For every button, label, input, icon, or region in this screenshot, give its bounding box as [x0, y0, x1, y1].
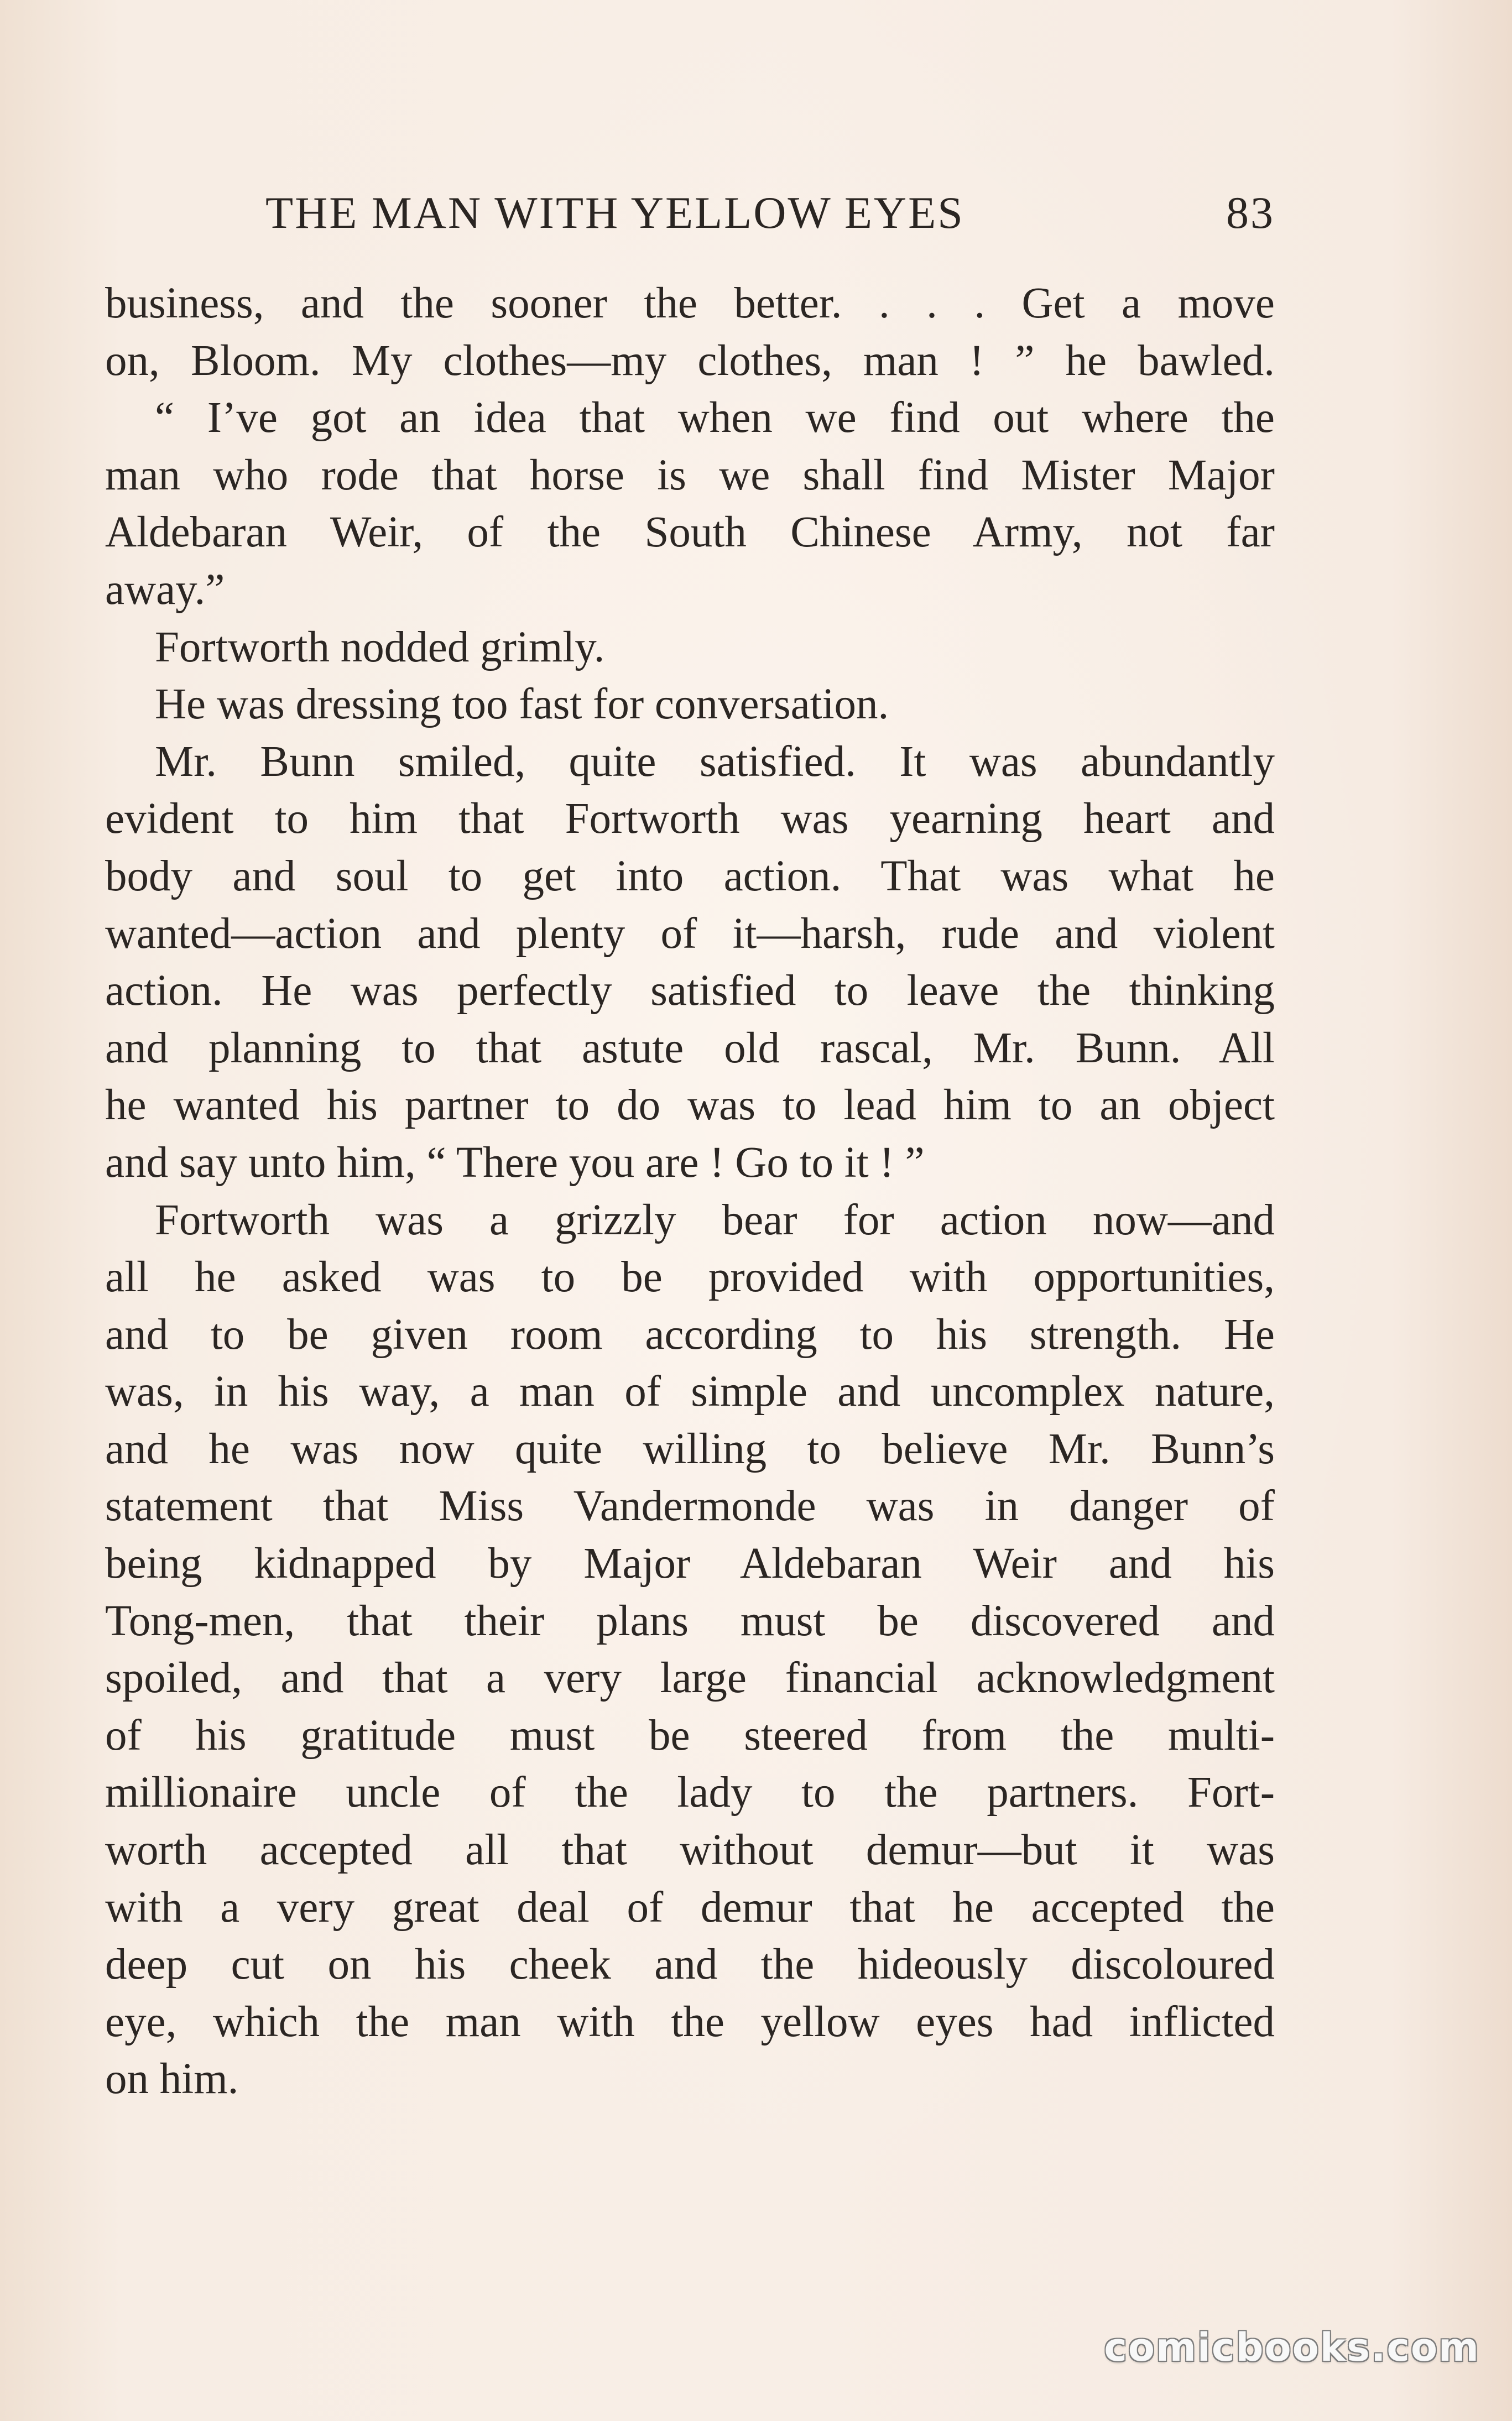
text-line: Mr. Bunn smiled, quite satisfied. It was abundantly — [155, 737, 1275, 786]
text-line: spoiled, and that a very large financial acknowledgment — [105, 1654, 1275, 1703]
text-line: and say unto him, “ There you are ! Go to it ! ” — [105, 1138, 925, 1187]
text-line: with a very great deal of demur that he accepted the — [105, 1883, 1275, 1932]
text-line: business, and the sooner the better. . . . Get a move — [105, 279, 1275, 327]
text-line: action. He was perfectly satisfied to leave the thinking — [105, 967, 1275, 1015]
page-number: 83 — [1226, 187, 1275, 238]
body-text — [105, 275, 1275, 2108]
text-line: was, in his way, a man of simple and uncomplex nature, — [105, 1368, 1275, 1416]
running-head-title: THE MAN WITH YELLOW EYES — [265, 187, 964, 238]
text-line: Aldebaran Weir, of the South Chinese Army, not far — [105, 508, 1275, 557]
text-line: worth accepted all that without demur—but it was — [105, 1826, 1275, 1875]
text-line: all he asked was to be provided with opportunities, — [105, 1253, 1275, 1302]
running-head — [265, 182, 1275, 243]
text-line: on, Bloom. My clothes—my clothes, man ! ” he bawled. — [105, 336, 1275, 385]
text-line: evident to him that Fortworth was yearning heart and — [105, 795, 1275, 843]
text-line: Tong-men, that their plans must be discovered and — [105, 1596, 1275, 1645]
text-line: man who rode that horse is we shall find Mister Major — [105, 451, 1275, 499]
text-line: “ I’ve got an idea that when we find out where the — [155, 394, 1275, 442]
text-line: and to be given room according to his strength. He — [105, 1310, 1275, 1359]
text-line: wanted—action and plenty of it—harsh, rude and violent — [105, 909, 1275, 958]
text-line: statement that Miss Vandermonde was in danger of — [105, 1482, 1275, 1531]
watermark-logo: comicbooks.com — [1104, 2325, 1480, 2370]
text-line: and planning to that astute old rascal, Mr. Bunn. All — [105, 1024, 1275, 1072]
text-line: He was dressing too fast for conversation. — [155, 680, 889, 729]
text-line: being kidnapped by Major Aldebaran Weir and his — [105, 1540, 1275, 1588]
text-line: eye, which the man with the yellow eyes had inflicted — [105, 1997, 1275, 2046]
text-line: he wanted his partner to do was to lead him to an object — [105, 1081, 1275, 1130]
text-line: deep cut on his cheek and the hideously discoloured — [105, 1940, 1275, 1989]
text-line: Fortworth was a grizzly bear for action now—and — [155, 1196, 1275, 1244]
text-line: body and soul to get into action. That was what he — [105, 852, 1275, 900]
text-line: on him. — [105, 2055, 239, 2104]
text-line: away.” — [105, 565, 225, 614]
text-line: of his gratitude must be steered from the multi- — [105, 1711, 1275, 1760]
text-line: Fortworth nodded grimly. — [155, 623, 605, 671]
text-line: and he was now quite willing to believe Mr. Bunn’s — [105, 1425, 1275, 1473]
text-line: millionaire uncle of the lady to the partners. Fort- — [105, 1768, 1275, 1817]
